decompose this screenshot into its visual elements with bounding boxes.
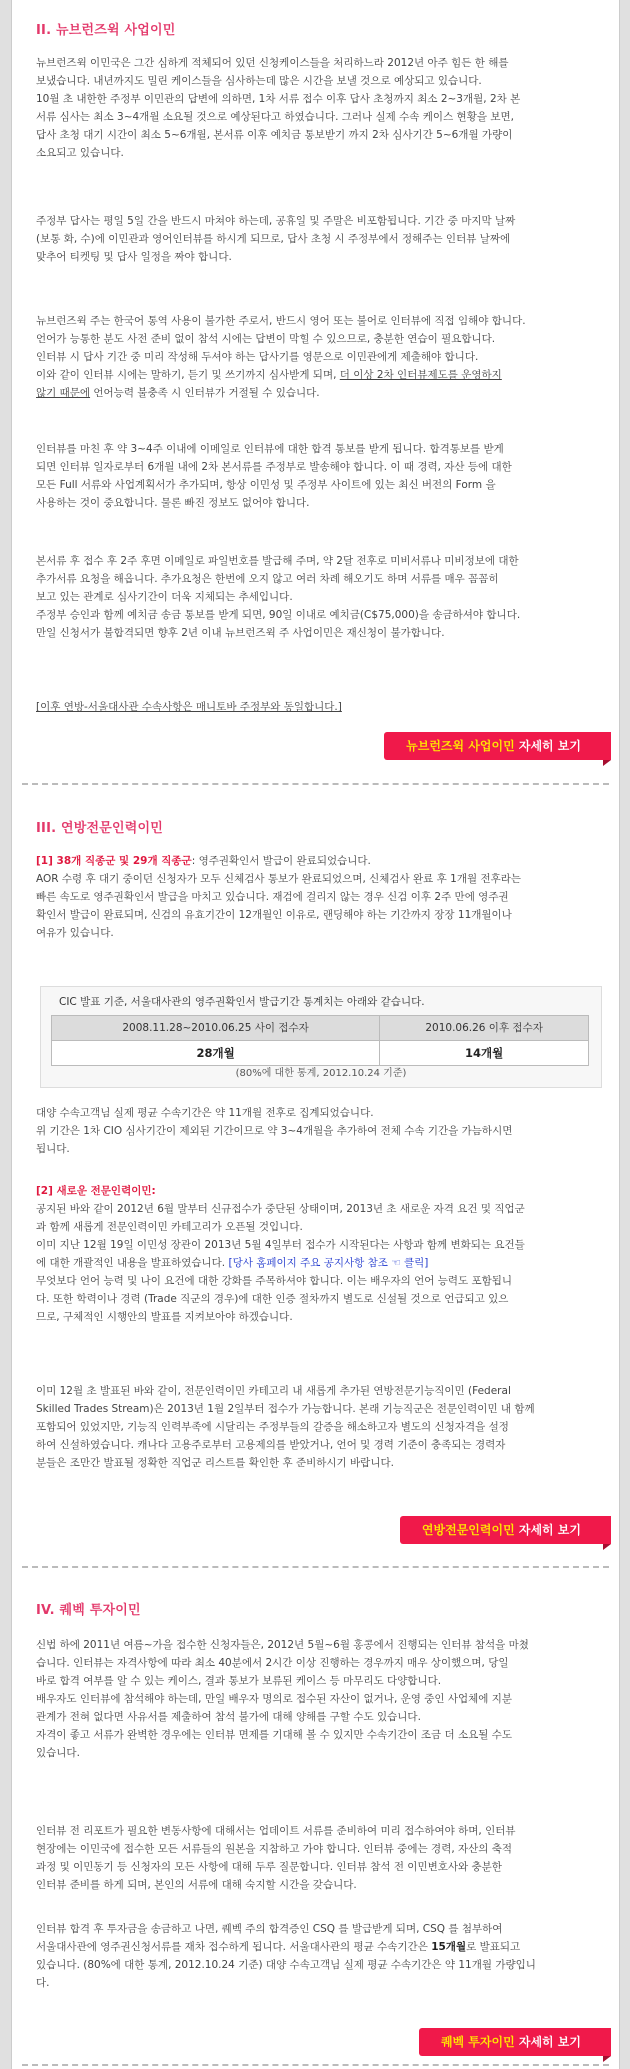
text-line bbox=[36, 1938, 592, 1956]
subsection-label: [1] 38개 직종군 및 29개 직종군 bbox=[36, 855, 192, 867]
underlined-text: 더 이상 2차 인터뷰제도를 운영하지 bbox=[339, 369, 502, 381]
text-line: 인터뷰 시 답사 기간 중 미리 작성해 두셔야 하는 답사기를 영문으로 이민관에게 제출해야 합니다. bbox=[36, 351, 479, 363]
text-line: 됩니다. bbox=[36, 1143, 70, 1155]
text-line: 뉴브런즈윅 주는 한국어 통역 사용이 불가한 주로서, 반드시 영어 또는 불어로 인터뷰에 직접 임해야 합니다. bbox=[36, 315, 526, 327]
underlined-note: [이후 연방-서울대사관 수속사항은 매니토바 주정부와 동일합니다.] bbox=[36, 701, 342, 713]
text-line: 바로 합격 여부를 알 수 있는 케이스, 결과 통보가 보류된 케이스 등 마무리도 다양합니다. bbox=[36, 1675, 442, 1687]
text-line: 소요되고 있습니다. bbox=[36, 147, 124, 159]
text-line: 모든 Full 서류와 사업계획서가 추가되며, 항상 이민성 및 주정부 사이트에 있는 최신 버전의 Form 을 bbox=[36, 479, 496, 491]
text-line: 사용하는 것이 중요합니다. 물론 빠진 정보도 없어야 합니다. bbox=[36, 497, 310, 509]
text-line bbox=[36, 366, 592, 384]
text-line: AOR 수령 후 대기 중이던 신청자가 모두 신체검사 통보가 완료되었으며, 신체검사 완료 후 1개월 전후라는 bbox=[36, 873, 522, 885]
text-line: (보통 화, 수)에 이민관과 영어인터뷰를 하시게 되므로, 답사 초청 시 주정부에서 정해주는 인터뷰 날짜에 bbox=[36, 233, 511, 245]
federal-more-button[interactable] bbox=[400, 1516, 611, 1544]
text-line: 위 기간은 1차 CIO 심사기간이 제외된 기간이므로 약 3~4개월을 추가하여 전체 수속 기간을 가늠하시면 bbox=[36, 1125, 513, 1137]
table-header: 2008.11.28~2010.06.25 사이 접수자 bbox=[52, 1016, 380, 1041]
text-line: 되면 인터뷰 일자로부터 6개월 내에 2차 본서류를 주정부로 발송해야 합니다. 이 때 경력, 자산 등에 대한 bbox=[36, 461, 512, 473]
nb-paragraph-3 bbox=[36, 312, 592, 402]
right-border bbox=[619, 0, 620, 2069]
table-header: 2010.06.26 이후 접수자 bbox=[380, 1016, 589, 1041]
federal-paragraph-1 bbox=[36, 852, 592, 942]
nb-paragraph-5 bbox=[36, 552, 592, 642]
text-span: : 영주권확인서 발급이 완료되었습니다. bbox=[191, 855, 371, 867]
text-line: 빠른 속도로 영주권확인서 발급을 마치고 있습니다. 재검에 걸리지 않는 경우 신검 이후 2주 만에 영주권 bbox=[36, 891, 509, 903]
text-line: 추가서류 요청을 해옵니다. 추가요청은 한번에 오지 않고 여러 차례 해오기도 하며 서류를 매우 꼼꼼히 bbox=[36, 573, 499, 585]
text-span: 이와 같이 인터뷰 시에는 말하기, 듣기 및 쓰기까지 심사받게 되며, bbox=[36, 369, 340, 381]
text-line: 포함되어 있었지만, 기능직 인력부족에 시달리는 주정부들의 갈증을 해소하고자 별도의 신청자격을 설정 bbox=[36, 1421, 509, 1433]
text-line: 여유가 있습니다. bbox=[36, 927, 114, 939]
text-span: 에 대한 개괄적인 내용을 발표하였습니다. bbox=[36, 1257, 229, 1269]
button-highlight-label: 퀘벡 투자이민 bbox=[440, 2035, 515, 2049]
table-cell: 28개월 bbox=[52, 1041, 380, 1066]
text-span: 서울대사관에 영주권신청서류를 재차 접수하게 됩니다. 서울대사관의 평균 수속기간은 bbox=[36, 1941, 432, 1953]
button-label: 자세히 보기 bbox=[514, 2035, 581, 2049]
button-label: 자세히 보기 bbox=[514, 739, 581, 753]
underlined-text: 않기 때문에 bbox=[36, 387, 91, 399]
text-line: 언어가 능통한 분도 사전 준비 없이 참석 시에는 답변이 막힐 수 있으므로, 충분한 연습이 필요합니다. bbox=[36, 333, 496, 345]
text-line: 관계가 전혀 없다면 사유서를 제출하여 참석 불가에 대해 양해를 구할 수도 있습니다. bbox=[36, 1711, 421, 1723]
text-line: 하여 신설하였습니다. 캐나다 고용주로부터 고용제의를 받았거나, 언어 및 경력 기준이 충족되는 경력자 bbox=[36, 1439, 506, 1451]
text-line: 무엇보다 언어 능력 및 나이 요건에 대한 강화를 주목하셔야 합니다. 이는 배우자의 언어 능력도 포함됩니 bbox=[36, 1275, 513, 1287]
section-divider bbox=[22, 1566, 609, 1568]
text-line: 이미 12월 초 발표된 바와 같이, 전문인력이민 카테고리 내 새롭게 추가된 연방전문기능직이민 (Federal bbox=[36, 1385, 511, 1397]
quebec-more-button[interactable] bbox=[419, 2028, 611, 2056]
federal-paragraph-4 bbox=[36, 1382, 592, 1472]
stats-box bbox=[40, 986, 602, 1088]
ribbon-fold bbox=[603, 760, 611, 766]
section-heading-nb: II. 뉴브런즈윅 사업이민 bbox=[36, 23, 176, 38]
text-line: 다. bbox=[36, 1977, 50, 1989]
text-line: 10월 초 내한한 주정부 이민관의 답변에 의하면, 1차 서류 접수 이후 답사 초청까지 최소 2~3개월, 2차 본 bbox=[36, 93, 521, 105]
content-page bbox=[12, 0, 619, 2069]
section-divider bbox=[22, 2064, 609, 2066]
nb-paragraph-1 bbox=[36, 54, 592, 162]
text-line: 만일 신청서가 불합격되면 향후 2년 이내 뉴브런즈윅 주 사업이민은 재신청이 불가합니다. bbox=[36, 627, 445, 639]
text-line: 서류 심사는 최소 3~4개월 소요될 것으로 예상된다고 하였습니다. 그러나 실제 수속 케이스 현황을 보면, bbox=[36, 111, 514, 123]
text-line: Skilled Trades Stream)은 2013년 1월 2일부터 접수가 가능합니다. 본래 기능직군은 전문인력이민 내 함께 bbox=[36, 1403, 535, 1415]
text-line: 습니다. 인터뷰는 자격사항에 따라 최소 40분에서 2시간 이상 진행하는 경우까지 매우 상이했으며, 당일 bbox=[36, 1657, 509, 1669]
text-line: 과정 및 이민동기 등 신청자의 모든 사항에 대해 두루 질문합니다. 인터뷰 참석 전 이민변호사와 충분한 bbox=[36, 1861, 502, 1873]
text-line: 보냈습니다. 내년까지도 밀린 케이스들을 심사하는데 많은 시간을 보낼 것으로 예상되고 있습니다. bbox=[36, 75, 482, 87]
button-highlight-label: 뉴브런즈윅 사업이민 bbox=[406, 739, 515, 753]
quebec-paragraph-1 bbox=[36, 1636, 592, 1762]
text-line: 신법 하에 2011년 여름~가을 접수한 신청자들은, 2012년 5월~6월 홍콩에서 진행되는 인터뷰 참석을 마쳤 bbox=[36, 1639, 529, 1651]
stats-caption: CIC 발표 기준, 서울대사관의 영주권확인서 발급기간 통계치는 아래와 같습니다. bbox=[59, 996, 425, 1008]
nb-paragraph-2 bbox=[36, 212, 592, 266]
text-span: 언어능력 불충족 시 인터뷰가 거절될 수 있습니다. bbox=[90, 387, 320, 399]
text-line: 인터뷰 준비를 하게 되며, 본인의 서류에 대해 숙지할 시간을 갖습니다. bbox=[36, 1879, 357, 1891]
nb-paragraph-4 bbox=[36, 440, 592, 512]
text-line: 인터뷰 전 리포트가 필요한 변동사항에 대해서는 업데이트 서류를 준비하여 미리 접수하여야 하며, 인터뷰 bbox=[36, 1825, 516, 1837]
text-line bbox=[36, 1254, 592, 1272]
nb-more-button[interactable] bbox=[384, 732, 611, 760]
nb-paragraph-6 bbox=[36, 698, 592, 716]
text-line: 답사 초청 대기 시간이 최소 5~6개월, 본서류 이후 예치금 통보받기 까지 2차 심사기간 5~6개월 가량이 bbox=[36, 129, 513, 141]
text-line: 맞추어 티켓팅 및 답사 일정을 짜야 합니다. bbox=[36, 251, 232, 263]
text-line: 뉴브런즈윅 이민국은 그간 심하게 적체되어 있던 신청케이스들을 처리하느라 2012년 아주 힘든 한 해를 bbox=[36, 57, 509, 69]
text-span: 로 발표되고 bbox=[466, 1941, 521, 1953]
text-line: 다. 또한 학력이나 경력 (Trade 직군의 경우)에 대한 인증 절차까지 별도로 신설될 것으로 언급되고 있으 bbox=[36, 1293, 509, 1305]
button-highlight-label: 연방전문인력이민 bbox=[421, 1523, 515, 1537]
text-line: 현장에는 이민국에 접수한 모든 서류들의 원본을 지참하고 가야 합니다. 인터뷰 중에는 경력, 자산의 축적 bbox=[36, 1843, 513, 1855]
section-heading-quebec: IV. 퀘벡 투자이민 bbox=[36, 1603, 141, 1618]
subsection-label: [2] 새로운 전문인력이민 bbox=[36, 1185, 152, 1197]
text-line bbox=[36, 852, 592, 870]
text-line: 보고 있는 관계로 심사기간이 더욱 지체되는 추세입니다. bbox=[36, 591, 293, 603]
text-line: 배우자도 인터뷰에 참석해야 하는데, 만일 배우자 명의로 접수된 자산이 없거나, 운영 중인 사업체에 지분 bbox=[36, 1693, 513, 1705]
ribbon-fold bbox=[603, 1544, 611, 1550]
text-line: 자격이 좋고 서류가 완벽한 경우에는 인터뷰 면제를 기대해 볼 수 있지만 수속기간이 조금 더 소요될 수도 bbox=[36, 1729, 513, 1741]
text-line: 주정부 승인과 함께 예치금 송금 통보를 받게 되면, 90일 이내로 예치금(C$75,000)을 송금하셔야 합니다. bbox=[36, 609, 521, 621]
text-line: 있습니다. bbox=[36, 1747, 80, 1759]
text-line: 주정부 답사는 평일 5일 간을 반드시 마쳐야 하는데, 공휴일 및 주말은 비포함됩니다. 기간 중 마지막 날짜 bbox=[36, 215, 516, 227]
table-cell: 14개월 bbox=[380, 1041, 589, 1066]
quebec-paragraph-3 bbox=[36, 1920, 592, 1992]
stats-note: (80%에 대한 통계, 2012.10.24 기준) bbox=[235, 1068, 407, 1079]
text-line: 이미 지난 12월 19일 이민성 장관이 2013년 5월 4일부터 접수가 시작된다는 사항과 함께 변화되는 요건들 bbox=[36, 1239, 525, 1251]
ribbon-fold bbox=[603, 2056, 611, 2062]
text-line: 과 함께 새롭게 전문인력이민 카테고리가 오픈될 것입니다. bbox=[36, 1221, 303, 1233]
stats-table bbox=[51, 1015, 589, 1066]
text-line: 본서류 후 접수 후 2주 후면 이메일로 파일번호를 발급해 주며, 약 2달 전후로 미비서류나 미비정보에 대한 bbox=[36, 555, 519, 567]
federal-paragraph-3 bbox=[36, 1182, 592, 1326]
text-line: 분들은 조만간 발표될 정확한 직업군 리스트를 확인한 후 준비하시기 바랍니다. bbox=[36, 1457, 394, 1469]
notice-link[interactable]: [당사 홈페이지 주요 공지사항 참조 ☜ 클릭] bbox=[228, 1257, 429, 1269]
text-line: 확인서 발급이 완료되며, 신검의 유효기간이 12개월인 이유로, 랜딩해야 하는 기간까지 장장 11개월이나 bbox=[36, 909, 512, 921]
text-span: : bbox=[151, 1185, 156, 1197]
text-line bbox=[36, 1182, 592, 1200]
text-line: 대양 수속고객님 실제 평균 수속기간은 약 11개월 전후로 집계되었습니다. bbox=[36, 1107, 374, 1119]
federal-paragraph-2 bbox=[36, 1104, 592, 1158]
button-label: 자세히 보기 bbox=[514, 1523, 581, 1537]
text-line bbox=[36, 384, 592, 402]
text-line: 공지된 바와 같이 2012년 6월 말부터 신규접수가 중단된 상태이며, 2013년 초 새로운 자격 요건 및 직업군 bbox=[36, 1203, 525, 1215]
bold-value: 15개월 bbox=[431, 1941, 467, 1953]
text-line: 므로, 구체적인 시행안의 발표를 지켜보아야 하겠습니다. bbox=[36, 1311, 293, 1323]
text-line: 있습니다. (80%에 대한 통계, 2012.10.24 기준) 대양 수속고객님 실제 평균 수속기간은 약 11개월 가량입니 bbox=[36, 1959, 536, 1971]
section-divider bbox=[22, 783, 609, 785]
section-heading-federal: III. 연방전문인력이민 bbox=[36, 821, 164, 836]
quebec-paragraph-2 bbox=[36, 1822, 592, 1894]
text-line: 인터뷰 합격 후 투자금을 송금하고 나면, 퀘벡 주의 합격증인 CSQ 를 발급받게 되며, CSQ 를 첨부하여 bbox=[36, 1923, 503, 1935]
text-line: 인터뷰를 마친 후 약 3~4주 이내에 이메일로 인터뷰에 대한 합격 통보를 받게 됩니다. 합격통보를 받게 bbox=[36, 443, 504, 455]
